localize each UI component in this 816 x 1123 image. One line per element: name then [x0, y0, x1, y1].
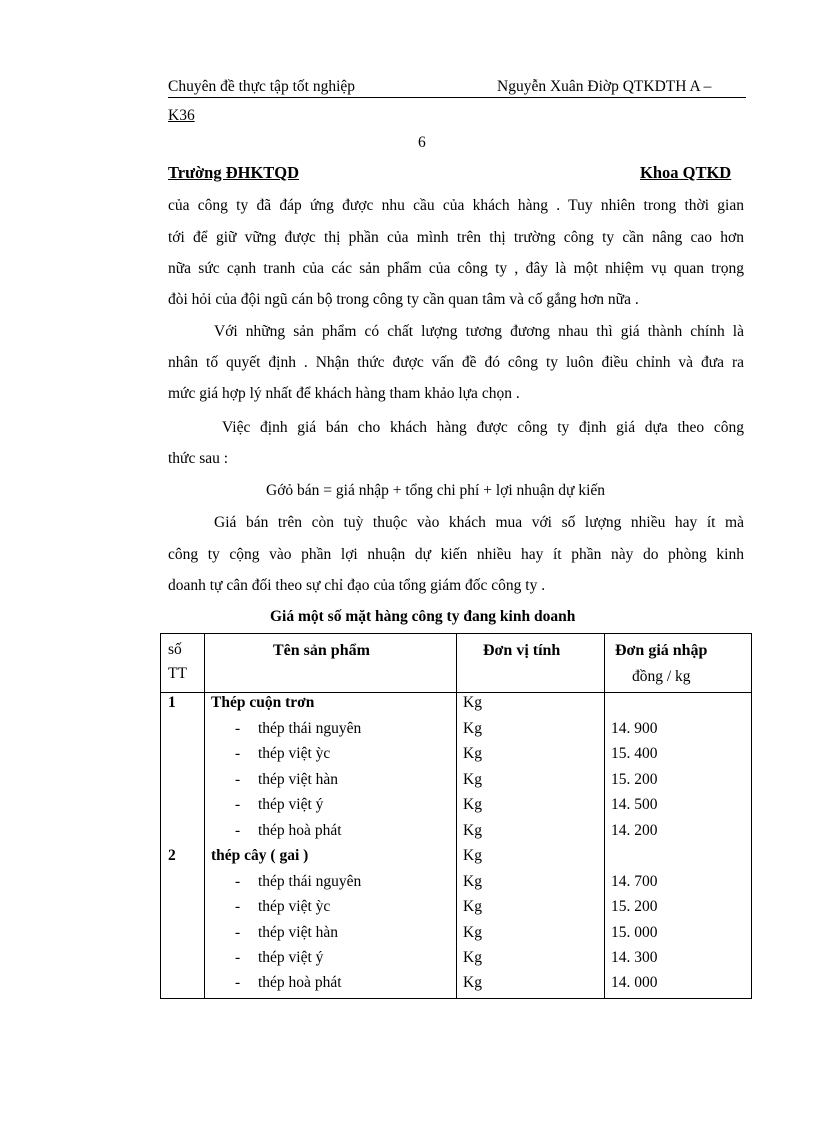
row-unit: Kg — [463, 949, 482, 966]
row-bullet: - — [235, 720, 241, 737]
paragraph-line: công ty cộng vào phần lợi nhuận dự kiến nhiều hay ít phần này do phòng kinh — [168, 546, 744, 563]
row-unit: Kg — [463, 873, 482, 890]
row-product: thép thái nguyên — [258, 873, 362, 890]
row-unit: Kg — [463, 822, 482, 839]
row-product: thép việt hàn — [258, 924, 339, 941]
paragraph-line: mức giá hợp lý nhất để khách hàng tham khảo lựa chọn . — [168, 385, 520, 402]
paragraph-line: nhân tố quyết định . Nhận thức được vấn đề đó công ty luôn điều chỉnh và đưa ra — [168, 354, 744, 371]
group-no: 1 — [168, 694, 176, 711]
row-bullet: - — [235, 771, 241, 788]
faculty-name: Khoa QTKD — [640, 163, 732, 182]
row-product: thép việt ý — [258, 796, 324, 813]
header-left: Chuyên đề thực tập tốt nghiệp — [168, 78, 356, 95]
group-no: 2 — [168, 847, 176, 864]
header-right: Nguyễn Xuân Điờp QTKDTH A – — [497, 78, 712, 95]
row-product: thép việt ý — [258, 949, 324, 966]
table-col-divider — [204, 633, 205, 999]
row-product: thép việt ỳc — [258, 745, 331, 762]
table-border-right — [751, 633, 752, 999]
paragraph-line: Giá bán trên còn tuỳ thuộc vào khách mua với số lượng nhiều hay ít mà — [214, 514, 744, 531]
price-formula: Gớỏ bán = giá nhập + tổng chi phí + lợi nhuận dự kiến — [266, 482, 606, 499]
paragraph-line: tới để giữ vững được thị phần của mình trên thị trường công ty cần nâng cao hơn — [168, 229, 744, 246]
paragraph-line: nữa sức cạnh tranh của các sản phẩm của công ty , đây là một nhiệm vụ quan trọng — [168, 260, 744, 277]
row-product: thép hoà phát — [258, 822, 342, 839]
table-col-divider — [456, 633, 457, 999]
header-unit: Đơn vị tính — [483, 642, 561, 659]
row-price: 15. 000 — [611, 924, 658, 941]
header-underline — [168, 97, 746, 98]
school-name: Trường ĐHKTQD — [168, 163, 300, 182]
header-no-line2: TT — [168, 665, 187, 682]
header-price: Đơn giá nhập — [615, 642, 708, 659]
row-price: 15. 200 — [611, 898, 658, 915]
group-unit: Kg — [463, 847, 482, 864]
row-unit: Kg — [463, 898, 482, 915]
row-unit: Kg — [463, 720, 482, 737]
page-number: 6 — [418, 134, 426, 151]
row-product: thép việt hàn — [258, 771, 339, 788]
row-price: 14. 500 — [611, 796, 658, 813]
group-unit: Kg — [463, 694, 482, 711]
paragraph-line: của công ty đã đáp ứng được nhu cầu của khách hàng . Tuy nhiên trong thời gian — [168, 197, 744, 214]
table-border-left — [160, 633, 161, 999]
header-no-line1: số — [168, 641, 182, 658]
group-name: thép cây ( gai ) — [211, 847, 309, 864]
row-bullet: - — [235, 924, 241, 941]
row-bullet: - — [235, 745, 241, 762]
row-price: 15. 400 — [611, 745, 658, 762]
row-price: 14. 700 — [611, 873, 658, 890]
row-unit: Kg — [463, 771, 482, 788]
row-product: thép thái nguyên — [258, 720, 362, 737]
paragraph-line: doanh tự cân đối theo sự chỉ đạo của tổng giám đốc công ty . — [168, 577, 546, 594]
paragraph-line: thức sau : — [168, 450, 229, 467]
row-unit: Kg — [463, 745, 482, 762]
table-col-divider — [604, 633, 605, 999]
row-price: 14. 200 — [611, 822, 658, 839]
row-price: 14. 000 — [611, 974, 658, 991]
row-bullet: - — [235, 873, 241, 890]
row-bullet: - — [235, 949, 241, 966]
row-bullet: - — [235, 822, 241, 839]
paragraph-line: đòi hỏi của đội ngũ cán bộ trong công ty cần quan tâm và cố gắng hơn nữa . — [168, 291, 639, 308]
header-product-name: Tên sản phẩm — [273, 642, 370, 659]
paragraph-line: Với những sản phẩm có chất lượng tương đương nhau thì giá thành chính là — [214, 323, 744, 340]
row-unit: Kg — [463, 796, 482, 813]
header-class-code: K36 — [168, 107, 195, 124]
table-caption: Giá một số mặt hàng công ty đang kinh doanh — [270, 608, 576, 625]
row-bullet: - — [235, 974, 241, 991]
group-name: Thép cuộn trơn — [211, 694, 315, 711]
row-bullet: - — [235, 796, 241, 813]
row-unit: Kg — [463, 924, 482, 941]
row-product: thép việt ỳc — [258, 898, 331, 915]
row-bullet: - — [235, 898, 241, 915]
row-product: thép hoà phát — [258, 974, 342, 991]
row-price: 15. 200 — [611, 771, 658, 788]
row-price: 14. 900 — [611, 720, 658, 737]
header-price-unit: đồng / kg — [632, 668, 691, 685]
row-unit: Kg — [463, 974, 482, 991]
row-price: 14. 300 — [611, 949, 658, 966]
paragraph-line: Việc định giá bán cho khách hàng được công ty định giá dựa theo công — [222, 419, 744, 436]
